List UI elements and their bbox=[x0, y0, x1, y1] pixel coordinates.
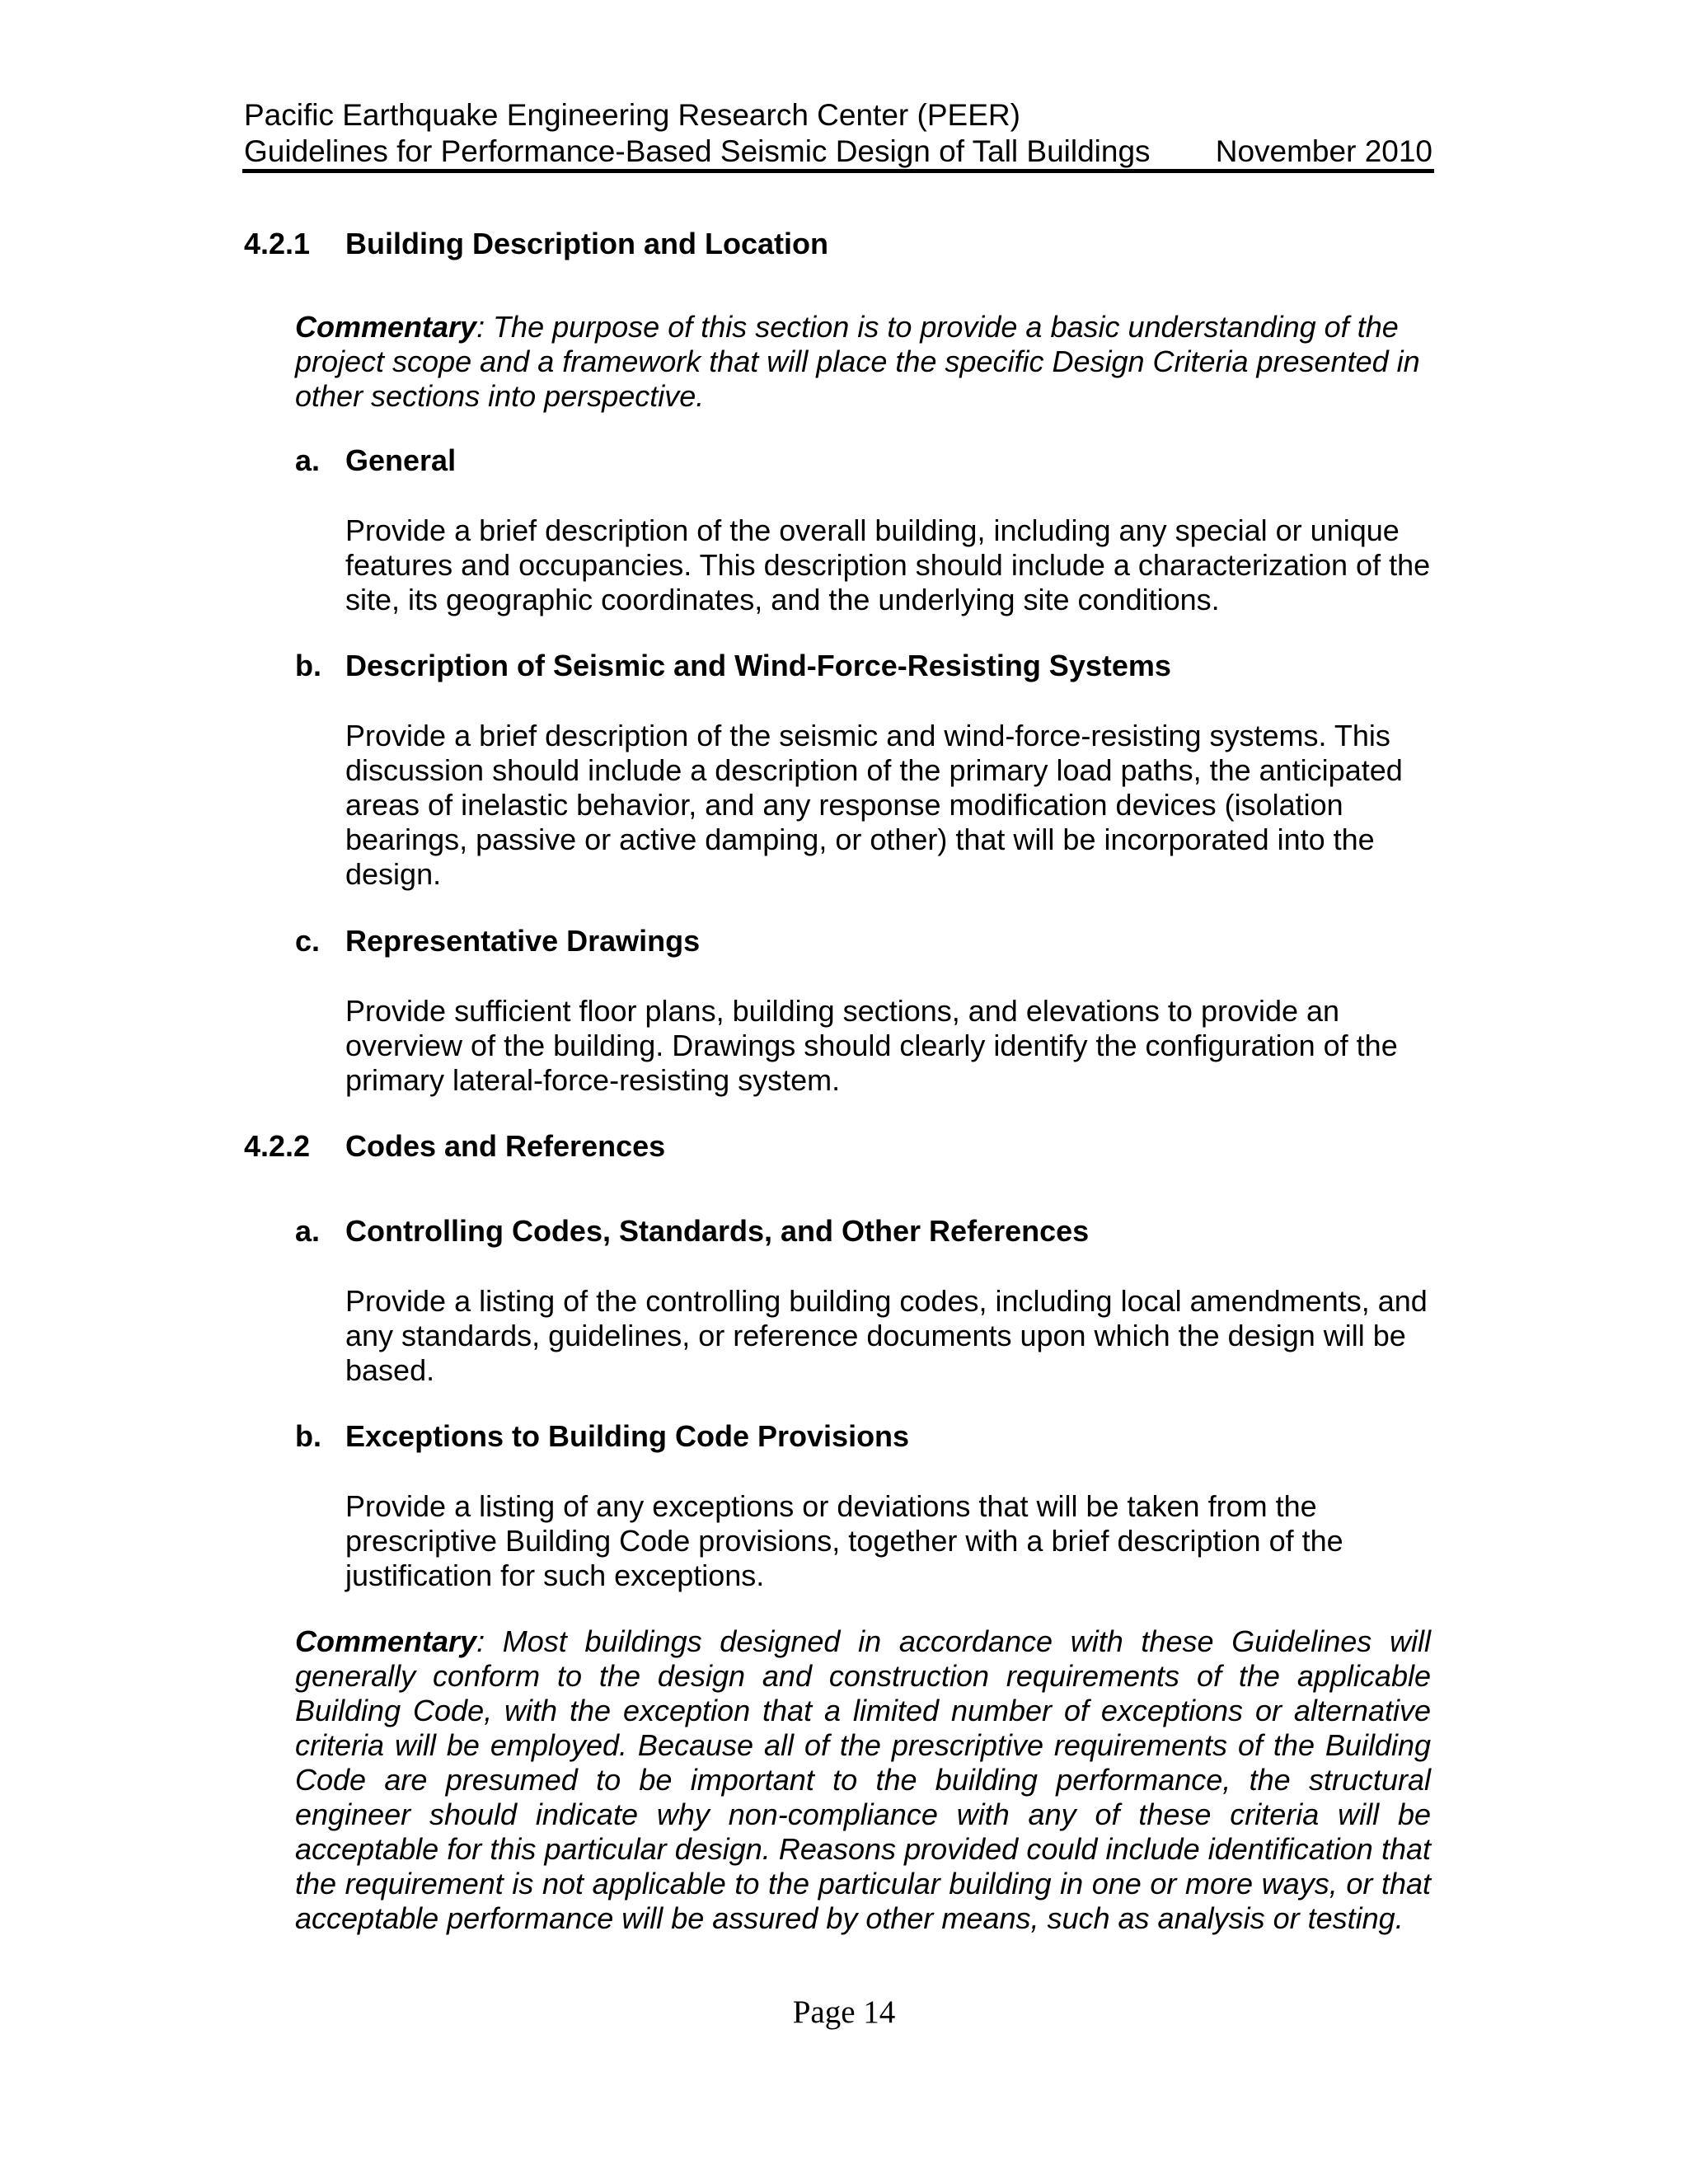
paragraph-codes: Provide a listing of the controlling building codes, including local amendments, and any standards, guidelines, or reference documents upon which the design will be based. bbox=[345, 1284, 1428, 1387]
header-rule bbox=[242, 169, 1434, 173]
subsection-title: Representative Drawings bbox=[345, 924, 701, 958]
subsection-title: Exceptions to Building Code Provisions bbox=[345, 1419, 910, 1453]
subsection-heading-general bbox=[295, 443, 456, 479]
section-title: Building Description and Location bbox=[345, 227, 829, 260]
section-number: 4.2.2 bbox=[244, 1129, 311, 1163]
header-date: November 2010 bbox=[1215, 134, 1432, 168]
subsection-letter: b. bbox=[295, 1419, 321, 1453]
commentary-text: : Most buildings designed in accordance with these Guidelines will generally conform to the design and construction requirements of the applicable Building Code, with the exception that a limited number of exceptions or alternative criteria will be employed. Because all of the prescriptive requirements of the Building Code are presumed to be important to the building performance, the structural engineer should indicate why non-compliance with any of these criteria will be acceptable for this particular design. Reasons provided could include identification that the requirement is not applicable to the particular building in one or more ways, or that acceptable performance will be assured by other means, such as analysis or testing. bbox=[295, 1624, 1431, 1935]
subsection-title: General bbox=[345, 443, 457, 477]
subsection-heading-systems bbox=[295, 648, 1171, 684]
section-heading-4-2-1 bbox=[244, 226, 828, 262]
commentary-4-2-2 bbox=[295, 1624, 1431, 1936]
paragraph-drawings: Provide sufficient floor plans, building sections, and elevations to provide an overview of the building. Drawings should clearly identify the configuration of the primary lateral-force-resisting system. bbox=[345, 994, 1398, 1097]
subsection-heading-codes bbox=[295, 1213, 1089, 1249]
commentary-4-2-1 bbox=[295, 310, 1431, 414]
paragraph-systems: Provide a brief description of the seismic and wind-force-resisting systems. This discussion should include a description of the primary load paths, the anticipated areas of inelastic behavior, and any response modification devices (isolation bearings, passive or active damping, or other) that will be incorporated into the design. bbox=[345, 719, 1403, 891]
subsection-heading-exceptions bbox=[295, 1418, 909, 1455]
page-number: Page 14 bbox=[792, 1994, 896, 2030]
page-header bbox=[244, 97, 1432, 170]
subsection-letter: a. bbox=[295, 443, 321, 477]
commentary-label: Commentary bbox=[295, 1624, 477, 1658]
header-org: Pacific Earthquake Engineering Research Center (PEER) bbox=[244, 98, 1020, 132]
section-heading-4-2-2 bbox=[244, 1128, 665, 1165]
subsection-title: Controlling Codes, Standards, and Other References bbox=[345, 1214, 1090, 1248]
subsection-letter: c. bbox=[295, 924, 321, 958]
header-title-row bbox=[244, 134, 1432, 170]
commentary-text: : The purpose of this section is to provide a basic understanding of the project scope and a framework that will place the specific Design Criteria presented in other sections into perspective. bbox=[295, 310, 1420, 413]
paragraph-general: Provide a brief description of the overall building, including any special or unique features and occupancies. This description should include a characterization of the site, its geographic coordinates, and the underlying site conditions. bbox=[345, 513, 1431, 616]
subsection-letter: a. bbox=[295, 1214, 321, 1248]
section-title: Codes and References bbox=[345, 1129, 666, 1163]
section-number: 4.2.1 bbox=[244, 227, 311, 260]
header-title: Guidelines for Performance-Based Seismic Design of Tall Buildings bbox=[244, 134, 1151, 168]
paragraph-exceptions: Provide a listing of any exceptions or deviations that will be taken from the prescriptive Building Code provisions, together with a brief description of the justification for such exceptions. bbox=[345, 1489, 1343, 1592]
subsection-letter: b. bbox=[295, 649, 321, 682]
subsection-heading-drawings bbox=[295, 923, 700, 959]
subsection-title: Description of Seismic and Wind-Force-Resisting Systems bbox=[345, 649, 1171, 682]
commentary-label: Commentary bbox=[295, 310, 477, 344]
